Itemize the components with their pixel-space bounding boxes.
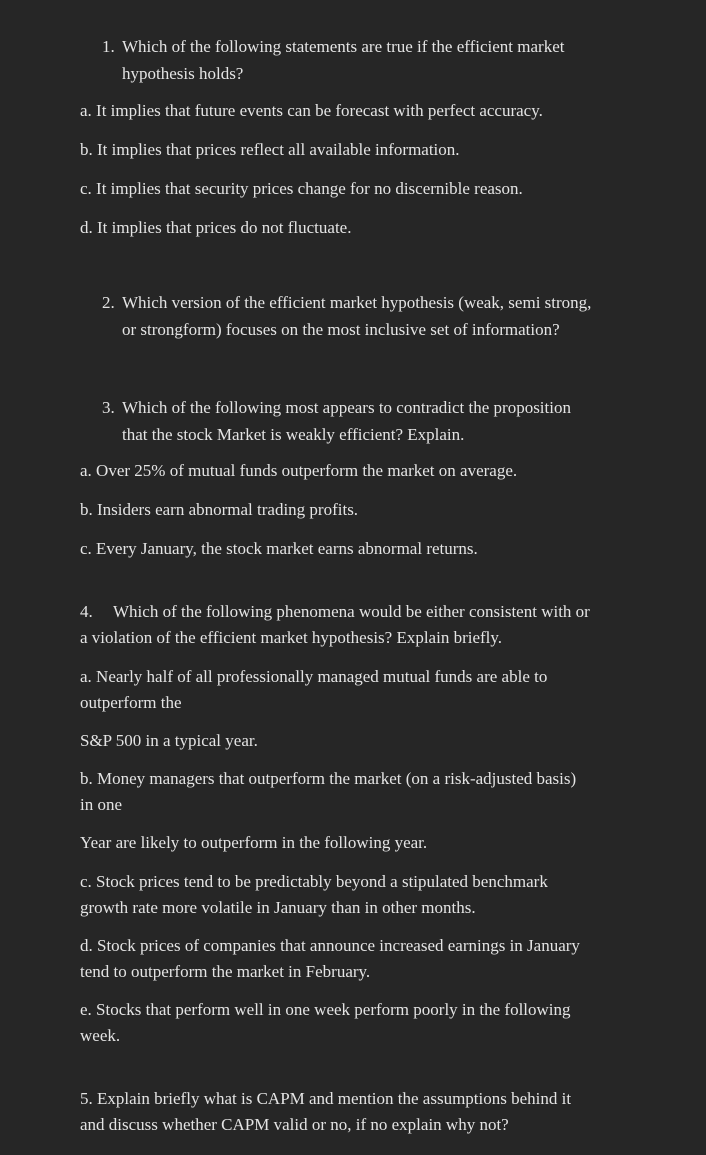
q1-option-a: a. It implies that future events can be forecast with perfect accuracy. (80, 101, 543, 120)
q4-item-a-line-3: S&P 500 in a typical year. (80, 731, 258, 750)
q3-number: 3. (102, 398, 115, 417)
q4-stem-line-2: a violation of the efficient market hypothesis? Explain briefly. (80, 628, 503, 647)
q4-number: 4. (80, 602, 93, 621)
q4-item-e-line-1: e. Stocks that perform well in one week perform poorly in the following (80, 1000, 571, 1019)
q5-line-2: and discuss whether CAPM valid or no, if no explain why not? (80, 1115, 509, 1134)
q2-number: 2. (102, 293, 115, 312)
q3-option-a: a. Over 25% of mutual funds outperform the market on average. (80, 461, 518, 480)
q4-item-b-line-1: b. Money managers that outperform the market (on a risk-adjusted basis) (80, 769, 577, 788)
q1-option-c: c. It implies that security prices change for no discernible reason. (80, 179, 523, 198)
q1-option-b: b. It implies that prices reflect all available information. (80, 140, 460, 159)
q3-stem-line-2: that the stock Market is weakly efficient? Explain. (122, 425, 465, 444)
q2-stem-line-2: or strongform) focuses on the most inclusive set of information? (122, 320, 560, 339)
q1-stem-line-1: Which of the following statements are true if the efficient market (122, 37, 565, 56)
q4-item-e-line-2: week. (80, 1026, 121, 1045)
q3-option-c: c. Every January, the stock market earns abnormal returns. (80, 539, 478, 558)
q4-stem-line-1 (80, 599, 590, 625)
q4-item-b-line-3: Year are likely to outperform in the following year. (80, 833, 428, 852)
q4-stem-text: Which of the following phenomena would be either consistent with or (113, 602, 590, 621)
q4-item-c-line-2: growth rate more volatile in January than in other months. (80, 898, 476, 917)
q4-item-b-line-2: in one (80, 795, 123, 814)
q4-item-a-line-1: a. Nearly half of all professionally managed mutual funds are able to (80, 667, 548, 686)
q4-item-d-line-2: tend to outperform the market in February. (80, 962, 371, 981)
q3-option-b: b. Insiders earn abnormal trading profits. (80, 500, 359, 519)
q4-item-d-line-1: d. Stock prices of companies that announce increased earnings in January (80, 936, 580, 955)
q1-option-d: d. It implies that prices do not fluctuate. (80, 218, 352, 237)
q1-stem-line-2: hypothesis holds? (122, 64, 244, 83)
q4-item-c-line-1: c. Stock prices tend to be predictably beyond a stipulated benchmark (80, 872, 548, 891)
q4-item-a-line-2: outperform the (80, 693, 182, 712)
q2-stem-line-1: Which version of the efficient market hypothesis (weak, semi strong, (122, 293, 592, 312)
q3-stem-line-1: Which of the following most appears to contradict the proposition (122, 398, 571, 417)
q5-line-1: 5. Explain briefly what is CAPM and mention the assumptions behind it (80, 1089, 572, 1108)
q1-number: 1. (102, 37, 115, 56)
